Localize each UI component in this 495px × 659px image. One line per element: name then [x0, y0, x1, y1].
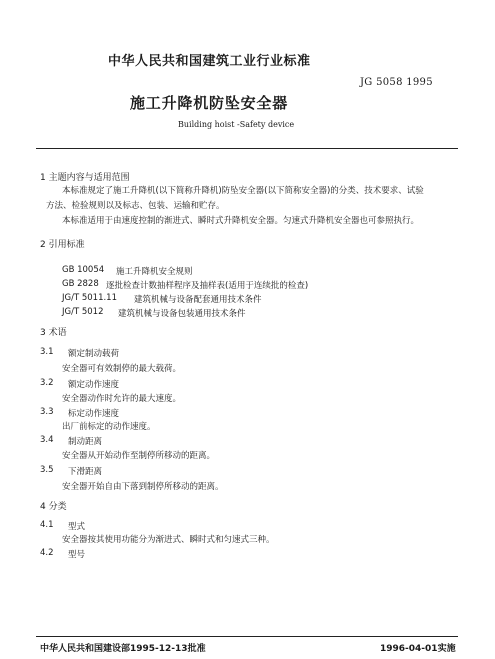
issuer-approval: 中华人民共和国建设部1995-12-13批准	[40, 644, 206, 654]
item-name: 型式	[68, 522, 86, 532]
section-1-para1-line1: 本标准规定了施工升降机(以下简称升降机)防坠安全器(以下简称安全器)的分类、技术要求、试验	[62, 186, 424, 196]
term-definition: 安全器可有效制停的最大载荷。	[62, 364, 182, 374]
term-definition: 安全器动作时允许的最大速度。	[62, 394, 182, 404]
section-1-heading: 1 主题内容与适用范围	[40, 173, 130, 183]
ref-code: JG/T 5012	[62, 307, 104, 317]
term-definition: 出厂前标定的动作速度。	[62, 422, 156, 432]
term-number: 3.4	[40, 435, 54, 445]
org-title: 中华人民共和国建筑工业行业标准	[108, 54, 311, 69]
term-name: 标定动作速度	[68, 409, 120, 419]
term-number: 3.1	[40, 347, 54, 357]
ref-title: 建筑机械与设备包装通用技术条件	[118, 309, 246, 319]
english-title: Building hoist -Safety device	[178, 120, 295, 129]
header-rule	[36, 148, 458, 149]
term-number: 3.2	[40, 378, 54, 388]
ref-code: GB 10054	[62, 265, 105, 275]
section-1-para2: 本标准适用于由速度控制的渐进式、瞬时式升降机安全器。匀速式升降机安全器也可参照执行。	[62, 216, 420, 226]
term-name: 下滑距离	[68, 467, 103, 477]
item-name: 型号	[68, 550, 86, 560]
term-name: 制动距离	[68, 437, 103, 447]
ref-title: 建筑机械与设备配套通用技术条件	[134, 295, 262, 305]
section-3-heading: 3 术语	[40, 328, 67, 338]
term-name: 额定动作速度	[68, 380, 120, 390]
section-4-heading: 4 分类	[40, 502, 67, 512]
ref-code: JG/T 5011.11	[62, 293, 118, 303]
term-definition: 安全器从开始动作至制停所移动的距离。	[62, 451, 216, 461]
ref-code: GB 2828	[62, 279, 99, 289]
item-definition: 安全器按其使用功能分为渐进式、瞬时式和匀速式三种。	[62, 535, 275, 545]
term-number: 3.3	[40, 407, 54, 417]
footer-rule	[36, 636, 458, 637]
ref-title: 施工升降机安全规则	[116, 267, 193, 277]
standard-number: JG 5058 1995	[360, 77, 433, 88]
section-1-para1-line2: 方法、检验规则以及标志、包装、运输和贮存。	[46, 201, 225, 211]
section-2-heading: 2 引用标准	[40, 240, 85, 250]
item-number: 4.1	[40, 520, 54, 530]
item-number: 4.2	[40, 548, 54, 558]
term-name: 额定制动载荷	[68, 349, 120, 359]
ref-title: 逐批检查计数抽样程序及抽样表(适用于连续批的检查)	[106, 281, 309, 291]
term-number: 3.5	[40, 465, 54, 475]
document-title: 施工升降机防坠安全器	[130, 94, 289, 112]
effective-date: 1996-04-01实施	[380, 644, 456, 654]
term-definition: 安全器开始自由下落到制停所移动的距离。	[62, 482, 224, 492]
